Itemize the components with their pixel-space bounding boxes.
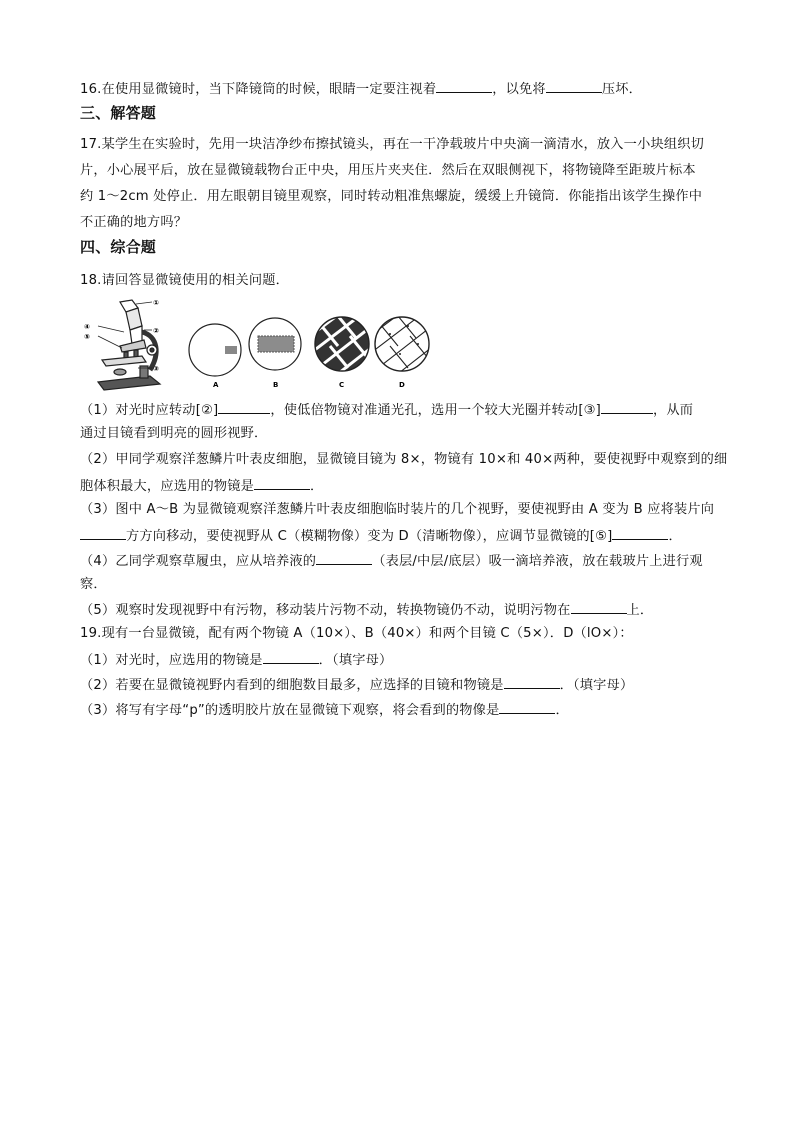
q18-p3-text-a: 方方向移动，要使视野从 C（模糊物像）变为 D（清晰物像），应调节显微镜的[⑤] <box>126 529 613 544</box>
q19-p1-blank[interactable] <box>263 650 319 664</box>
q18-figure <box>80 296 440 394</box>
view-b <box>249 318 301 370</box>
q18-p4-text-b: （表层/中层/底层）吸一滴培养液，放在载玻片上进行观 <box>372 554 703 569</box>
label-2: ② <box>153 327 159 335</box>
q18-p1-text-a: （1）对光时应转动[②] <box>80 403 219 418</box>
q16-text-c: 压坏． <box>601 82 642 97</box>
q19-p2-text-a: （2）若要在显微镜视野内看到的细胞数目最多，应选择的目镜和物镜是 <box>80 678 504 693</box>
microscope-figure <box>80 296 440 394</box>
q18-p4-blank[interactable] <box>316 551 372 565</box>
q16-text-b: ，以免将 <box>492 82 546 97</box>
q16-blank-1[interactable] <box>436 79 492 93</box>
q18-p1-text-b: ，使低倍物镜对准通光孔，选用一个较大光圈并转动[③] <box>270 403 602 418</box>
view-label-d: D <box>399 381 405 389</box>
view-d <box>370 306 440 382</box>
q18-intro: 18.请回答显微镜使用的相关问题． <box>80 273 289 288</box>
q18-p3-blank-2[interactable] <box>612 526 668 540</box>
q18-p1-blank-1[interactable] <box>218 400 270 414</box>
q18-p3-blank-1[interactable] <box>80 526 126 540</box>
q17-line-3: 约 1～2cm 处停止．用左眼朝目镜里观察，同时转动粗准焦螺旋，缓缓上升镜筒．你能指出该学生操作中 <box>80 189 703 204</box>
q18-p4-text-a: （4）乙同学观察草履虫，应从培养液的 <box>80 554 317 569</box>
q18-p2-blank[interactable] <box>254 476 310 490</box>
q16-text-a: 16.在使用显微镜时，当下降镜筒的时候，眼睛一定要注视着 <box>80 82 437 97</box>
q19-p3-text-b: ． <box>555 703 569 718</box>
q18-p2-line-1: （2）甲同学观察洋葱鳞片叶表皮细胞，显微镜目镜为 8×，物镜有 10×和 40×两种，要使视野中观察到的细 <box>80 452 728 467</box>
q18-p3-line-2 <box>80 526 682 546</box>
q19-p3-text-a: （3）将写有字母“p”的透明胶片放在显微镜下观察，将会看到的物像是 <box>80 703 500 718</box>
q17-line-2: 片，小心展平后，放在显微镜载物台正中央，用压片夹夹住．然后在双眼侧视下，将物镜降至距玻片标本 <box>80 163 696 178</box>
q18-p2-line-2 <box>80 476 323 496</box>
q19-p2-text-b: ．（填字母） <box>559 678 634 693</box>
label-1: ① <box>153 299 159 307</box>
q18-p3-text-b: ． <box>668 529 682 544</box>
q19-intro: 19.现有一台显微镜，配有两个物镜 A（10×）、B（40×）和两个目镜 C（5×）．D（lO×）： <box>80 626 633 641</box>
view-label-b: B <box>273 381 279 389</box>
q18-p4-line-1 <box>80 551 703 571</box>
q16-blank-2[interactable] <box>546 79 602 93</box>
q19-p1-text-b: ．（填字母） <box>318 653 393 668</box>
q18-p1-blank-2[interactable] <box>601 400 653 414</box>
q18-p4-line-2: 察． <box>80 577 107 592</box>
q17-line-1: 17.某学生在实验时，先用一块洁净纱布擦拭镜头，再在一干净载玻片中央滴一滴清水，放入一小块组织切 <box>80 137 705 152</box>
view-labels <box>213 381 405 389</box>
label-4: ④ <box>84 323 90 331</box>
q18-p3-line-1: （3）图中 A～B 为显微镜观察洋葱鳞片叶表皮细胞临时装片的几个视野，要使视野由 A 变为 B 应将装片向 <box>80 502 715 517</box>
label-5: ⑤ <box>84 333 90 341</box>
q18-part-1 <box>80 400 693 420</box>
view-label-a: A <box>213 381 219 389</box>
q18-p1-text-c: ，从而 <box>653 403 694 418</box>
label-3: ③ <box>153 365 159 373</box>
q18-p1-line-2: 通过目镜看到明亮的圆形视野． <box>80 426 268 441</box>
q19-p2-blank[interactable] <box>504 675 560 689</box>
view-label-c: C <box>339 381 345 389</box>
section-4-title: 四、综合题 <box>80 238 157 256</box>
q18-p5-text-a: （5）观察时发现视野中有污物，移动装片污物不动，转换物镜仍不动，说明污物在 <box>80 603 571 618</box>
q18-p2-text-b: ． <box>310 479 324 494</box>
view-a <box>189 324 241 376</box>
q18-part-5 <box>80 600 653 620</box>
q19-part-2 <box>80 675 633 695</box>
q19-part-1 <box>80 650 392 670</box>
q17-line-4: 不正确的地方吗？ <box>80 215 188 230</box>
q19-p3-blank[interactable] <box>499 700 555 714</box>
q18-p5-text-b: 上． <box>626 603 654 618</box>
q19-part-3 <box>80 700 569 720</box>
section-3-title: 三、解答题 <box>80 104 157 122</box>
q18-p2-text-a: 胞体积最大，应选用的物镜是 <box>80 479 255 494</box>
question-16 <box>80 79 642 99</box>
q19-p1-text-a: （1）对光时，应选用的物镜是 <box>80 653 263 668</box>
view-c <box>310 306 380 382</box>
q18-p5-blank[interactable] <box>571 600 627 614</box>
microscope-drawing <box>98 300 160 390</box>
